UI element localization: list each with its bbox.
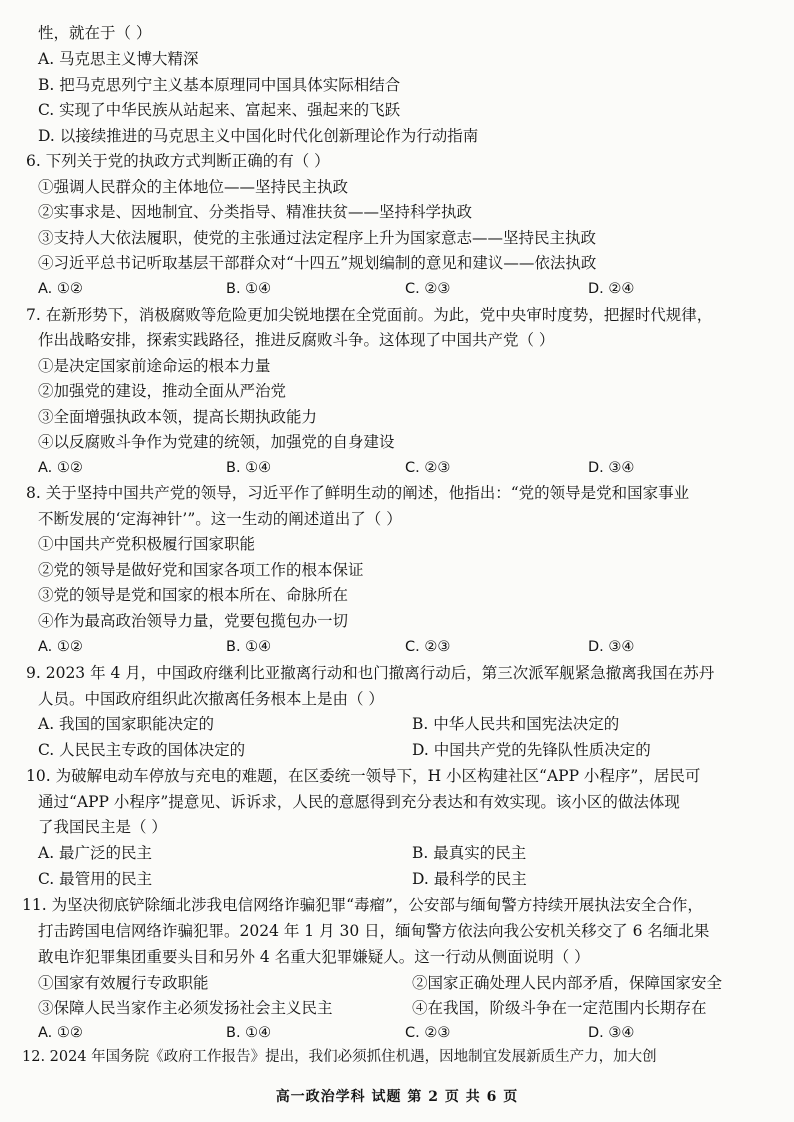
- q10-stem-line1: 10. 为破解电动车停放与充电的难题，在区委统一领导下，H 小区构建社区“APP 小程序”，居民可: [26, 767, 701, 785]
- q6-option-c: C. ②③: [405, 281, 451, 297]
- q6-item-3: ③支持人大依法履职，使党的主张通过法定程序上升为国家意志——坚持民主执政: [38, 229, 597, 247]
- q9-option-a: A. 我国的国家职能决定的: [38, 715, 215, 733]
- q7-item-1: ①是决定国家前途命运的根本力量: [38, 357, 271, 375]
- q9-option-c: C. 人民民主专政的国体决定的: [38, 741, 246, 759]
- q5-option-c: C. 实现了中华民族从站起来、富起来、强起来的飞跃: [38, 101, 401, 119]
- q6-item-2: ②实事求是、因地制宜、分类指导、精准扶贫——坚持科学执政: [38, 203, 473, 221]
- q10-option-c: C. 最管用的民主: [38, 870, 153, 888]
- q9-stem-line2: 人员。中国政府组织此次撤离任务根本上是由（ ）: [38, 690, 384, 708]
- q11-stem-line1: 11. 为坚决彻底铲除缅北涉我电信网络诈骗犯罪“毒瘤”，公安部与缅甸警方持续开展执法安全合作，: [22, 896, 703, 914]
- q10-option-a: A. 最广泛的民主: [38, 844, 153, 862]
- q11-option-c: C. ②③: [405, 1025, 451, 1041]
- q10-stem-line2: 通过“APP 小程序”提意见、诉诉求，人民的意愿得到充分表达和有效实现。该小区的做法体现: [38, 793, 680, 811]
- q8-item-2: ②党的领导是做好党和国家各项工作的根本保证: [38, 561, 364, 579]
- q10-stem-line3: 了我国民主是（ ）: [38, 818, 167, 836]
- q9-stem-line1: 9. 2023 年 4 月，中国政府继利比亚撤离行动和也门撤离行动后，第三次派军舰紧急撤离我国在苏丹: [26, 664, 715, 682]
- q7-item-2: ②加强党的建设，推动全面从严治党: [38, 382, 287, 400]
- q8-option-d: D. ③④: [588, 639, 635, 655]
- q8-stem-line2: 不断发展的‘定海神针’”。这一生动的阐述道出了（ ）: [38, 510, 402, 528]
- q7-item-3: ③全面增强执政本领，提高长期执政能力: [38, 408, 318, 426]
- q6-option-a: A. ①②: [38, 281, 83, 297]
- q9-option-d: D. 中国共产党的先锋队性质决定的: [412, 741, 651, 759]
- q6-stem: 6. 下列关于党的执政方式判断正确的有（ ）: [26, 152, 330, 170]
- q11-option-a: A. ①②: [38, 1025, 83, 1041]
- q11-option-d: D. ③④: [588, 1025, 635, 1041]
- q11-stem-line3: 敢电诈犯罪集团重要头目和另外 4 名重大犯罪嫌疑人。这一行动从侧面说明（ ）: [38, 948, 590, 966]
- q12-stem: 12. 2024 年国务院《政府工作报告》提出，我们必须抓住机遇，因地制宜发展新质生产力，加大创: [22, 1049, 657, 1065]
- q10-option-d: D. 最科学的民主: [412, 870, 527, 888]
- q7-option-c: C. ②③: [405, 460, 451, 476]
- q11-item-2: ②国家正确处理人民内部矛盾，保障国家安全: [412, 974, 723, 992]
- q6-option-d: D. ②④: [588, 281, 635, 297]
- q5-option-a: A. 马克思主义博大精深: [38, 50, 199, 68]
- page-footer: 高一政治学科 试题 第 2 页 共 6 页: [275, 1089, 519, 1105]
- q11-item-3: ③保障人民当家作主必须发扬社会主义民主: [38, 999, 333, 1017]
- q8-item-4: ④作为最高政治领导力量，党要包揽包办一切: [38, 612, 349, 630]
- q8-item-3: ③党的领导是党和国家的根本所在、命脉所在: [38, 586, 349, 604]
- q11-item-1: ①国家有效履行专政职能: [38, 974, 209, 992]
- q9-option-b: B. 中华人民共和国宪法决定的: [412, 715, 620, 733]
- q5-stem-tail: 性，就在于（ ）: [38, 24, 152, 42]
- q7-stem-line1: 7. 在新形势下，消极腐败等危险更加尖锐地摆在全党面前。为此，党中央审时度势，把握时代规律，: [26, 306, 713, 324]
- q8-option-a: A. ①②: [38, 639, 83, 655]
- q8-stem-line1: 8. 关于坚持中国共产党的领导，习近平作了鲜明生动的阐述，他指出：“党的领导是党和国家事业: [26, 484, 690, 502]
- q8-option-c: C. ②③: [405, 639, 451, 655]
- q6-option-b: B. ①④: [226, 281, 272, 297]
- q11-stem-line2: 打击跨国电信网络诈骗犯罪。2024 年 1 月 30 日，缅甸警方依法向我公安机关移交了 6 名缅北果: [38, 922, 710, 940]
- q8-option-b: B. ①④: [226, 639, 272, 655]
- q11-option-b: B. ①④: [226, 1025, 272, 1041]
- q7-item-4: ④以反腐败斗争作为党建的统领，加强党的自身建设: [38, 433, 395, 451]
- q11-item-4: ④在我国，阶级斗争在一定范围内长期存在: [412, 999, 707, 1017]
- q5-option-d: D. 以接续推进的马克思主义中国化时代化创新理论作为行动指南: [38, 127, 479, 145]
- q6-item-1: ①强调人民群众的主体地位——坚持民主执政: [38, 178, 349, 196]
- q7-option-a: A. ①②: [38, 460, 83, 476]
- q10-option-b: B. 最真实的民主: [412, 844, 527, 862]
- q7-option-d: D. ③④: [588, 460, 635, 476]
- q8-item-1: ①中国共产党积极履行国家职能: [38, 535, 256, 553]
- q7-stem-line2: 作出战略安排，探索实践路径，推进反腐败斗争。这体现了中国共产党（ ）: [38, 331, 555, 349]
- q5-option-b: B. 把马克思列宁主义基本原理同中国具体实际相结合: [38, 76, 401, 94]
- q7-option-b: B. ①④: [226, 460, 272, 476]
- q6-item-4: ④习近平总书记听取基层干部群众对“十四五”规划编制的意见和建议——依法执政: [38, 254, 597, 272]
